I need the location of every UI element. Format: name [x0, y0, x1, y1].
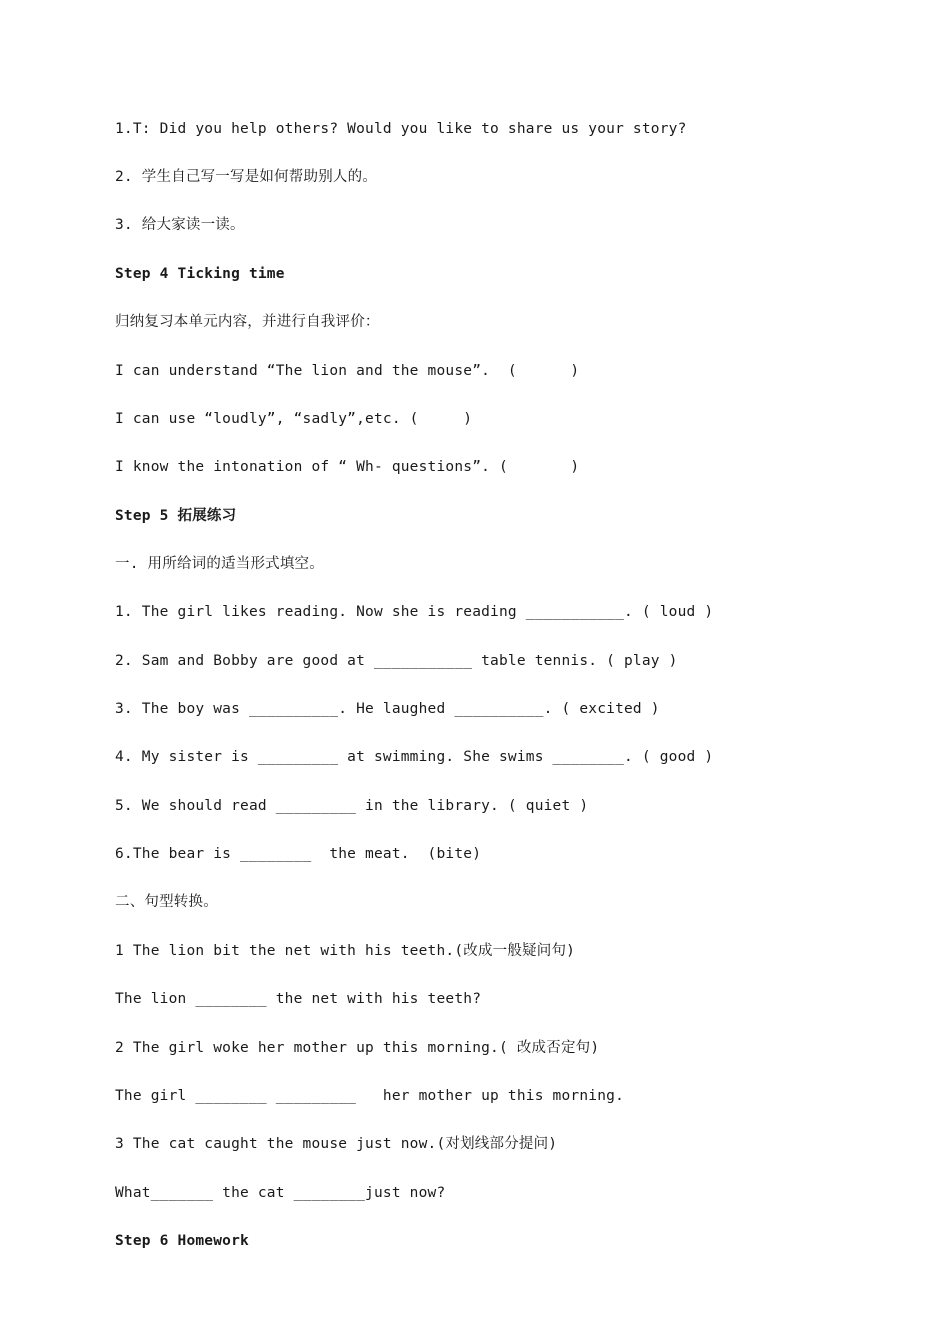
section-1-heading: 一. 用所给词的适当形式填空。 [115, 556, 324, 572]
fill-item-2: 2. Sam and Bobby are good at ___________ table tennis. ( play ) [115, 653, 678, 669]
fill-item-1: 1. The girl likes reading. Now she is reading ___________. ( loud ) [115, 604, 714, 620]
fill-item-6: 6.The bear is ________ the meat. (bite) [115, 846, 482, 862]
transform-item-3: 3 The cat caught the mouse just now.(对划线部分提问) [115, 1136, 558, 1152]
transform-item-1: 1 The lion bit the net with his teeth.(改成一般疑问句) [115, 943, 576, 959]
transform-answer-3: What_______ the cat ________just now? [115, 1185, 446, 1201]
transform-answer-1: The lion ________ the net with his teeth? [115, 991, 482, 1007]
step-4-heading: Step 4 Ticking time [115, 266, 285, 282]
self-eval-item-2: I can use “loudly”, “sadly”,etc. ( ) [115, 411, 473, 427]
review-instruction: 归纳复习本单元内容，并进行自我评价： [115, 314, 380, 330]
transform-answer-2: The girl ________ _________ her mother up this morning. [115, 1088, 624, 1104]
fill-item-4: 4. My sister is _________ at swimming. She swims ________. ( good ) [115, 749, 714, 765]
step-5-heading: Step 5 拓展练习 [115, 508, 237, 524]
self-eval-item-1: I can understand “The lion and the mouse”. ( ) [115, 363, 580, 379]
transform-item-2: 2 The girl woke her mother up this morning.( 改成否定句) [115, 1040, 600, 1056]
self-eval-item-3: I know the intonation of “ Wh- questions”. ( ) [115, 459, 580, 475]
section-2-heading: 二、句型转换。 [115, 894, 218, 910]
instruction-write: 2. 学生自己写一写是如何帮助别人的。 [115, 169, 377, 185]
step-6-heading: Step 6 Homework [115, 1233, 249, 1249]
fill-item-5: 5. We should read _________ in the library. ( quiet ) [115, 798, 589, 814]
question-help-others: 1.T: Did you help others? Would you like to share us your story? [115, 121, 687, 137]
fill-item-3: 3. The boy was __________. He laughed __________. ( excited ) [115, 701, 660, 717]
instruction-read: 3. 给大家读一读。 [115, 217, 245, 233]
